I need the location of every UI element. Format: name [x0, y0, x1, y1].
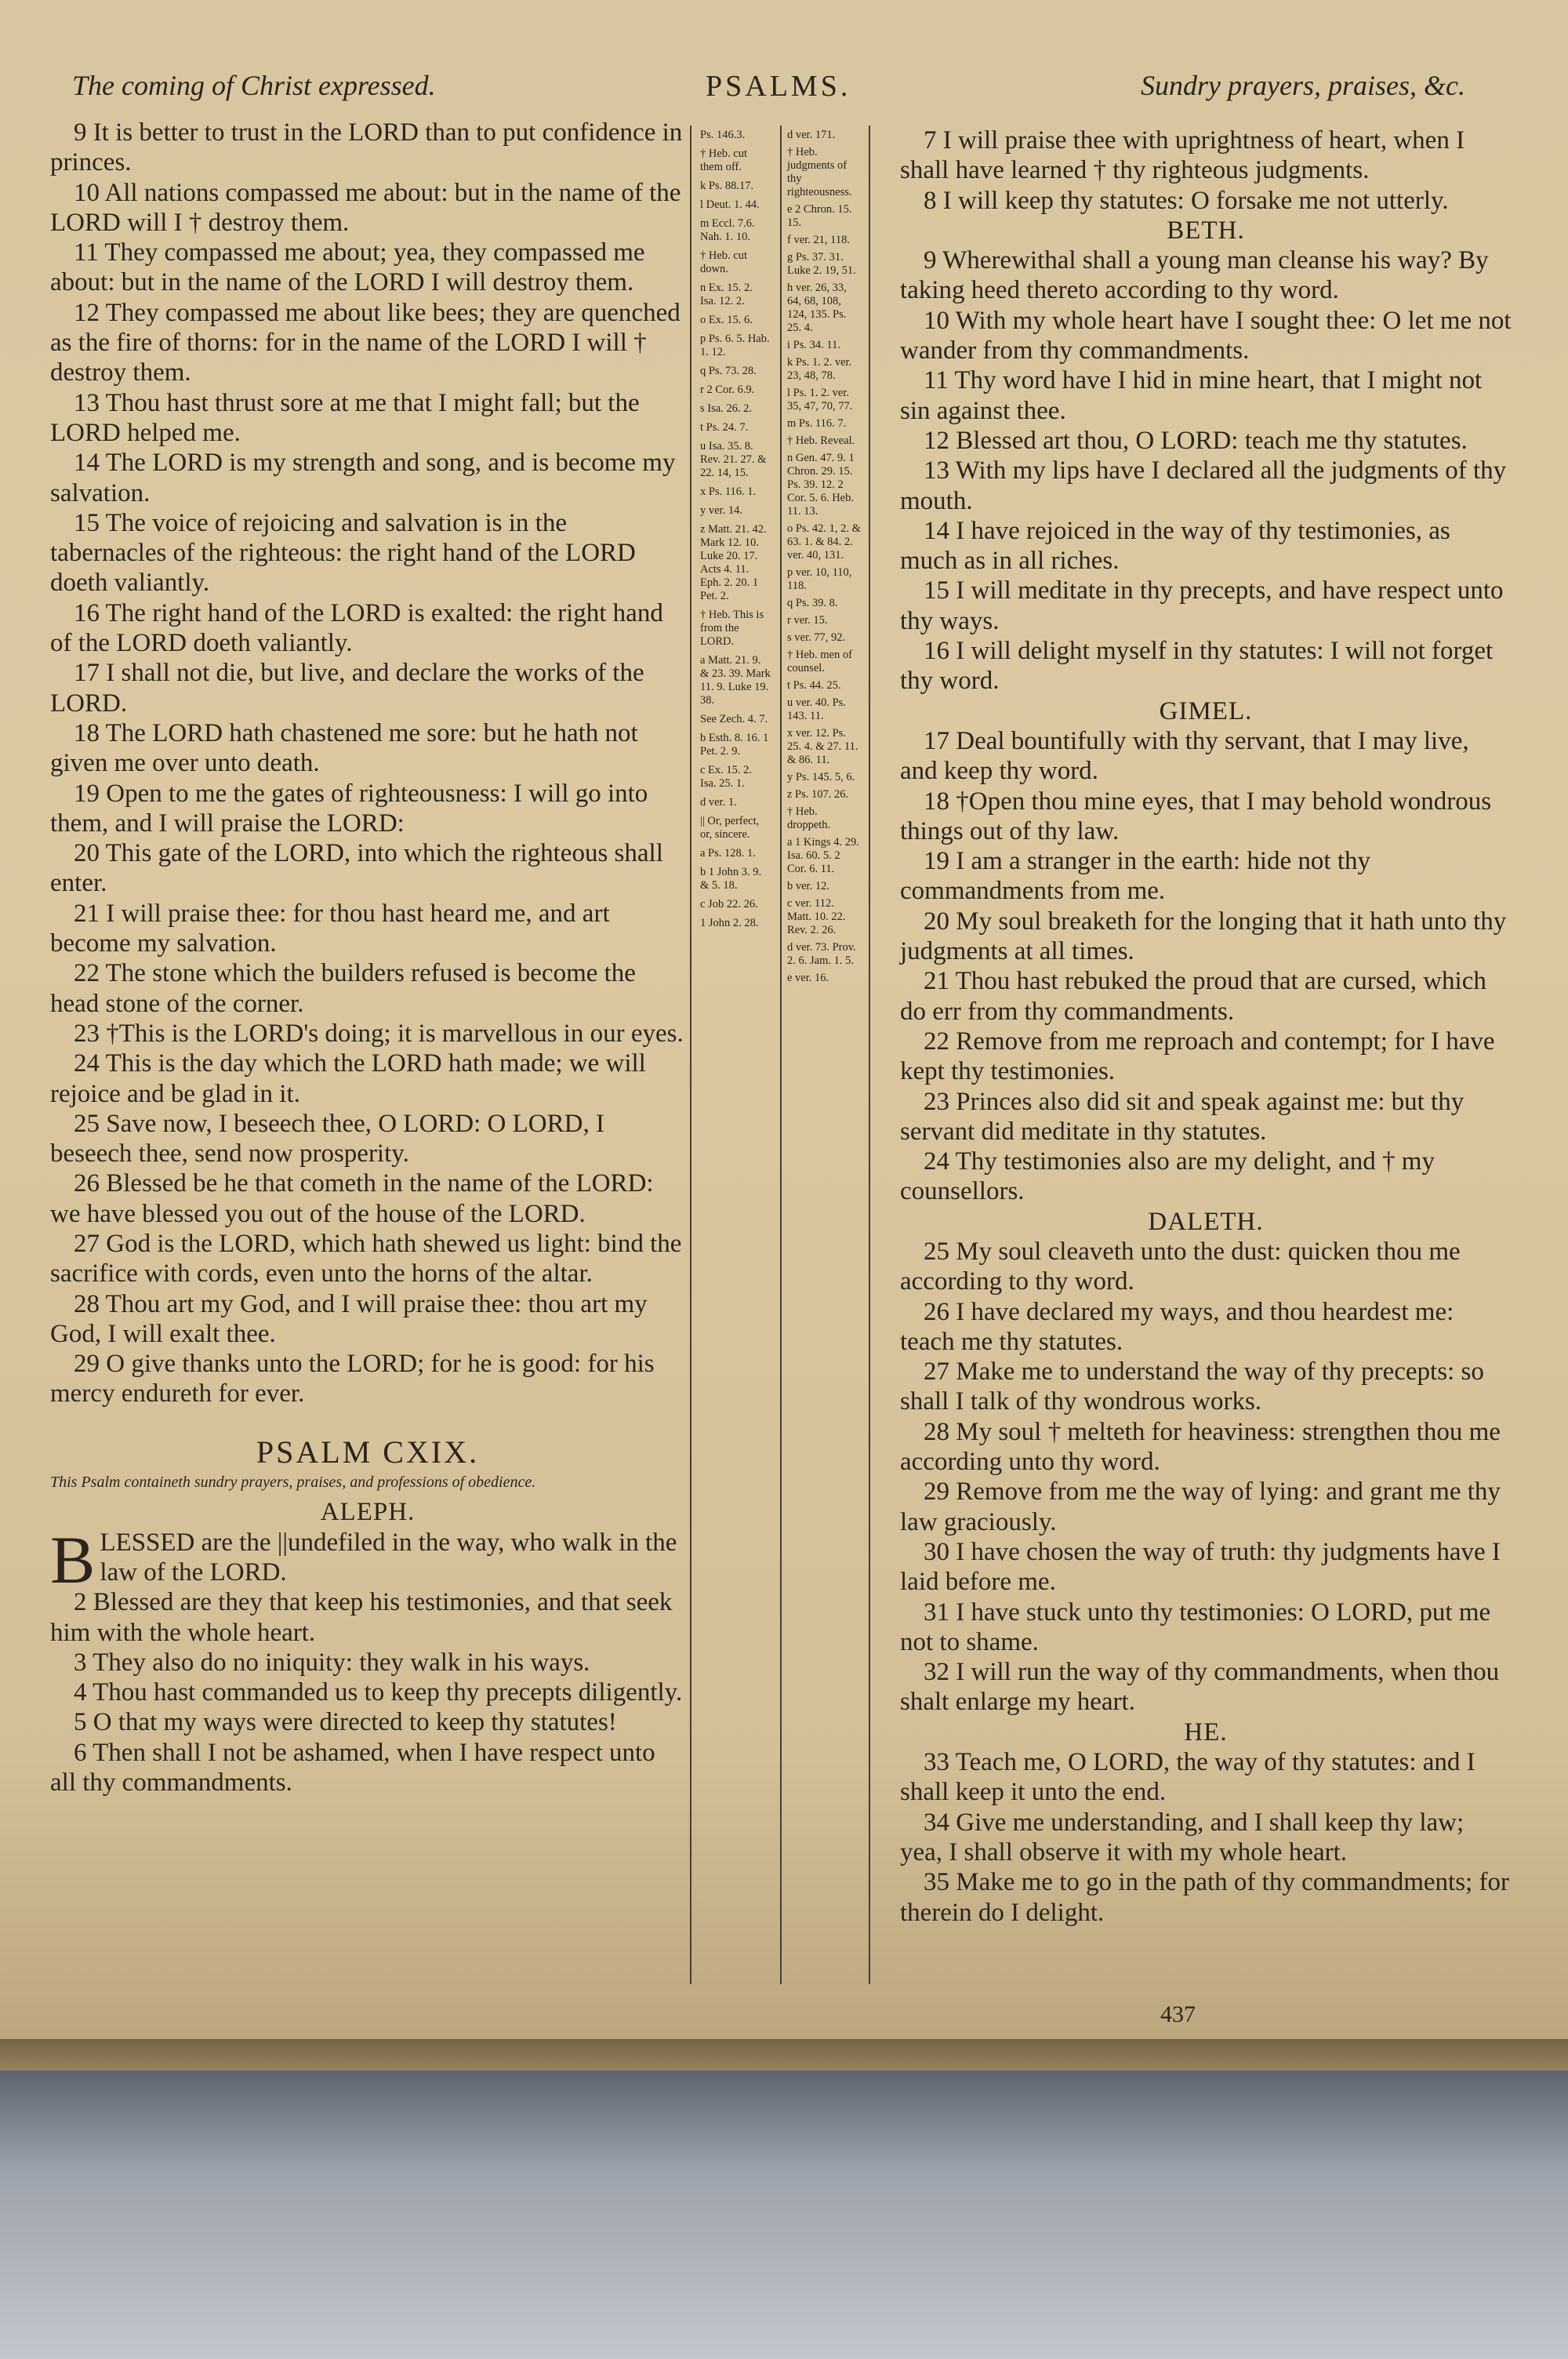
verse-paragraph: 26 Blessed be he that cometh in the name of the LORD: we have blessed you out of the house of the LORD. [50, 1169, 654, 1228]
verse-paragraph: 11 Thy word have I hid in mine heart, that I might not sin against thee. [900, 366, 1483, 425]
verse-paragraph: 2 Blessed are they that keep his testimonies, and that seek him with the whole heart. [50, 1588, 673, 1647]
margin-reference: u Isa. 35. 8. Rev. 21. 27. & 22. 14, 15. [700, 440, 767, 479]
margin-reference: t Ps. 44. 25. [787, 679, 841, 692]
margin-reference: o Ps. 42. 1, 2. & 63. 1. & 84. 2. ver. 40, 131. [787, 522, 861, 562]
aleph-verse-1-text: LESSED are the ||undefiled in the way, who walk in the law of the LORD. [100, 1528, 677, 1587]
verse-paragraph: 16 I will delight myself in thy statutes: I will not forget thy word. [900, 637, 1494, 696]
section-heading: GIMEL. [1159, 696, 1253, 725]
verse-paragraph: 17 I shall not die, but live, and declare the works of the LORD. [50, 659, 644, 718]
verse-paragraph: 32 I will run the way of thy commandments, when thou shalt enlarge my heart. [900, 1658, 1500, 1717]
aleph-verse-1 [50, 1521, 685, 1598]
margin-reference: k Ps. 1. 2. ver. 23, 48, 78. [787, 356, 852, 382]
margin-reference: a Matt. 21. 9. & 23. 39. Mark 11. 9. Luke 19. 38. [700, 654, 771, 707]
verse-paragraph: 12 Blessed art thou, O LORD: teach me thy statutes. [924, 426, 1468, 455]
verse-paragraph: 18 †Open thou mine eyes, that I may behold wondrous things out of thy law. [900, 787, 1492, 845]
verse-paragraph: 28 Thou art my God, and I will praise thee: thou art my God, I will exalt thee. [50, 1289, 648, 1348]
verse-paragraph: 27 God is the LORD, which hath shewed us light: bind the sacrifice with cords, even unto the horns of the altar. [50, 1229, 682, 1289]
verse-paragraph: 18 The LORD hath chastened me sore: but he hath not given me over unto death. [50, 718, 638, 778]
margin-reference: 1 John 2. 28. [700, 917, 759, 929]
margin-reference: d ver. 1. [700, 796, 737, 809]
section-heading: BETH. [1167, 216, 1245, 245]
verse-paragraph: 11 They compassed me about; yea, they compassed me about: but in the name of the LORD I will destroy them. [50, 238, 645, 297]
verse-paragraph: 23 Princes also did sit and speak against me: but thy servant did meditate in thy statutes. [900, 1087, 1465, 1146]
margin-reference: m Eccl. 7.6. Nah. 1. 10. [700, 217, 755, 243]
margin-reference: f ver. 21, 118. [787, 234, 851, 246]
margin-reference: a Ps. 128. 1. [700, 847, 756, 860]
margin-reference: z Ps. 107. 26. [787, 788, 849, 801]
verse-paragraph: 24 This is the day which the LORD hath made; we will rejoice and be glad in it. [50, 1049, 646, 1108]
verse-paragraph: 31 I have stuck unto thy testimonies: O LORD, put me not to shame. [900, 1598, 1491, 1656]
margin-reference: t Ps. 24. 7. [700, 421, 749, 434]
margin-reference: † Heb. droppeth. [787, 805, 831, 831]
page-number: 437 [1160, 2001, 1196, 2027]
margin-reference: See Zech. 4. 7. [700, 713, 768, 725]
verse-paragraph: 19 I am a stranger in the earth: hide not thy commandments from me. [900, 847, 1370, 906]
margin-reference: s ver. 77, 92. [787, 631, 846, 644]
margin-reference: e ver. 16. [787, 972, 829, 984]
verse-paragraph: 21 I will praise thee: for thou hast heard me, and art become my salvation. [50, 899, 610, 958]
margin-reference: o Ex. 15. 6. [700, 314, 753, 326]
verse-paragraph: 3 They also do no iniquity: they walk in his ways. [74, 1648, 590, 1677]
verse-paragraph: 10 With my whole heart have I sought thee: O let me not wander from thy commandments. [900, 306, 1512, 365]
margin-reference: h ver. 26, 33, 64, 68, 108, 124, 135. Ps. 25. 4. [787, 282, 847, 334]
margin-reference: n Gen. 47. 9. 1 Chron. 29. 15. Ps. 39. 12. 2 Cor. 5. 6. Heb. 11. 13. [787, 452, 855, 518]
margin-reference: r ver. 15. [787, 614, 828, 627]
verse-paragraph: 8 I will keep thy statutes: O forsake me not utterly. [924, 186, 1449, 215]
margin-reference: b ver. 12. [787, 880, 829, 892]
verse-paragraph: 25 My soul cleaveth unto the dust: quicken thou me according to thy word. [900, 1237, 1461, 1296]
verse-paragraph: 9 It is better to trust in the LORD than to put confidence in princes. [50, 118, 683, 177]
verse-paragraph: 19 Open to me the gates of righteousness: I will go into them, and I will praise the LORD: [50, 779, 648, 838]
margin-reference: x Ps. 116. 1. [700, 485, 757, 498]
verse-paragraph: 26 I have declared my ways, and thou heardest me: teach me thy statutes. [900, 1297, 1454, 1356]
verse-paragraph: 10 All nations compassed me about: but in the name of the LORD will I † destroy them. [50, 178, 681, 237]
psalm-title: PSALM CXIX. [256, 1434, 480, 1470]
running-head-left: The coming of Christ expressed. [72, 70, 436, 101]
verse-paragraph: 29 O give thanks unto the LORD; for he is good: for his mercy endureth for ever. [50, 1350, 655, 1408]
verse-paragraph: 25 Save now, I beseech thee, O LORD: O LORD, I beseech thee, send now prosperity. [50, 1109, 604, 1169]
margin-reference: c Job 22. 26. [700, 898, 758, 911]
aleph-verses [50, 1587, 685, 1797]
margin-reference: y Ps. 145. 5, 6. [787, 771, 855, 783]
verse-paragraph: 20 My soul breaketh for the longing that it hath unto thy judgments at all times. [900, 907, 1507, 966]
section-heading: HE. [1184, 1717, 1228, 1747]
margin-reference: r 2 Cor. 6.9. [700, 383, 755, 396]
margin-reference: k Ps. 88.17. [700, 180, 754, 192]
verse-paragraph: 4 Thou hast commanded us to keep thy precepts diligently. [74, 1678, 683, 1707]
section-heading-aleph: ALEPH. [320, 1498, 416, 1527]
margin-reference: y ver. 14. [700, 504, 742, 517]
verse-paragraph: 24 Thy testimonies also are my delight, and † my counsellors. [900, 1147, 1435, 1206]
verse-paragraph: 34 Give me understanding, and I shall keep thy law; yea, I shall observe it with my whole heart. [900, 1808, 1465, 1866]
verse-paragraph: 27 Make me to understand the way of thy precepts: so shall I talk of thy wondrous works. [900, 1358, 1484, 1416]
verse-paragraph: 17 Deal bountifully with thy servant, that I may live, and keep thy word. [900, 726, 1469, 786]
margin-reference: z Matt. 21. 42. Mark 12. 10. Luke 20. 17. Acts 4. 11. Eph. 2. 20. 1 Pet. 2. [700, 523, 767, 602]
verse-paragraph: 9 Wherewithal shall a young man cleanse his way? By taking heed thereto according to thy word. [900, 246, 1489, 305]
margin-reference: Ps. 146.3. [700, 129, 746, 141]
verse-paragraph: 30 I have chosen the way of truth: thy judgments have I laid before me. [900, 1537, 1501, 1597]
verse-paragraph: 20 This gate of the LORD, into which the righteous shall enter. [50, 839, 663, 898]
column-rule-right [869, 125, 870, 1984]
verse-paragraph: 21 Thou hast rebuked the proud that are cursed, which do err from thy commandments. [900, 967, 1486, 1026]
verse-paragraph: 13 With my lips have I declared all the judgments of thy mouth. [900, 456, 1507, 515]
verse-paragraph: 6 Then shall I not be ashamed, when I have respect unto all thy commandments. [50, 1738, 655, 1797]
verse-paragraph: 22 The stone which the builders refused is become the head stone of the corner. [50, 959, 636, 1018]
margin-reference: x ver. 12. Ps. 25. 4. & 27. 11. & 86. 11. [787, 727, 858, 766]
left-verses [50, 118, 685, 1409]
verse-paragraph: 14 I have rejoiced in the way of thy testimonies, as much as in all riches. [900, 516, 1450, 576]
margin-reference: q Ps. 39. 8. [787, 597, 838, 609]
verse-paragraph: 15 The voice of rejoicing and salvation is in the tabernacles of the righteous: the right hand of the LORD doeth valiantly. [50, 508, 636, 598]
verse-paragraph: 35 Make me to go in the path of thy commandments; for therein do I delight. [900, 1868, 1509, 1927]
verse-paragraph: 5 O that my ways were directed to keep thy statutes! [74, 1708, 617, 1737]
running-head-title: PSALMS. [706, 70, 851, 103]
margin-reference: c ver. 112. Matt. 10. 22. Rev. 2. 26. [787, 897, 846, 936]
margin-reference: p Ps. 6. 5. Hab. 1. 12. [700, 333, 770, 358]
margin-reference: † Heb. men of counsel. [787, 649, 852, 674]
verse-paragraph: 22 Remove from me reproach and contempt; for I have kept thy testimonies. [900, 1027, 1495, 1086]
psalm-summary: This Psalm containeth sundry prayers, praises, and professions of obedience. [50, 1474, 536, 1492]
right-text-column [900, 125, 1512, 1928]
margin-reference: b Esth. 8. 16. 1 Pet. 2. 9. [700, 732, 769, 758]
verse-paragraph: 15 I will meditate in thy precepts, and have respect unto thy ways. [900, 576, 1504, 635]
margin-reference: d ver. 73. Prov. 2. 6. Jam. 1. 5. [787, 941, 856, 967]
background-surface [0, 2070, 1568, 2359]
verse-paragraph: 13 Thou hast thrust sore at me that I might fall; but the LORD helped me. [50, 388, 640, 447]
margin-reference: q Ps. 73. 28. [700, 365, 757, 377]
margin-reference: † Heb. cut them off. [700, 147, 747, 173]
running-head-right: Sundry prayers, praises, &c. [1141, 70, 1465, 101]
margin-reference: u ver. 40. Ps. 143. 11. [787, 696, 846, 722]
verse-paragraph: 23 †This is the LORD's doing; it is marvellous in our eyes. [74, 1019, 684, 1048]
margin-reference: g Ps. 37. 31. Luke 2. 19, 51. [787, 251, 856, 277]
verse-paragraph: 28 My soul † melteth for heaviness: strengthen thou me according unto thy word. [900, 1417, 1501, 1477]
margin-reference: d ver. 171. [787, 129, 836, 141]
verse-paragraph: 14 The LORD is my strength and song, and is become my salvation. [50, 449, 676, 507]
column-rule-left [690, 125, 691, 1984]
margin-reference: s Isa. 26. 2. [700, 402, 753, 415]
margin-reference: l Ps. 1. 2. ver. 35, 47, 70, 77. [787, 387, 853, 413]
verse-paragraph: 16 The right hand of the LORD is exalted: the right hand of the LORD doeth valiantly. [50, 598, 663, 658]
verse-paragraph: 29 Remove from me the way of lying: and grant me thy law graciously. [900, 1478, 1501, 1536]
margin-reference: a 1 Kings 4. 29. Isa. 60. 5. 2 Cor. 6. 11. [787, 836, 859, 875]
verse-paragraph: 7 I will praise thee with uprightness of heart, when I shall have learned † thy righteous judgments. [900, 126, 1465, 185]
margin-reference: m Ps. 116. 7. [787, 417, 847, 430]
margin-references-a [700, 129, 771, 936]
margin-reference: || Or, perfect, or, sincere. [700, 815, 760, 841]
margin-reference: † Heb. cut down. [700, 249, 747, 275]
margin-references-b [787, 129, 861, 989]
margin-reference: † Heb. This is from the LORD. [700, 609, 764, 648]
drop-cap: B [50, 1521, 96, 1598]
left-text-column [50, 118, 685, 1797]
margin-reference: b 1 John 3. 9. & 5. 18. [700, 866, 762, 892]
verse-paragraph: 33 Teach me, O LORD, the way of thy statutes: and I shall keep it unto the end. [900, 1748, 1475, 1807]
margin-reference: p ver. 10, 110, 118. [787, 566, 852, 592]
section-heading: DALETH. [1148, 1207, 1264, 1236]
margin-reference: i Ps. 34. 11. [787, 339, 840, 351]
margin-reference: e 2 Chron. 15. 15. [787, 203, 852, 229]
margin-reference: c Ex. 15. 2. Isa. 25. 1. [700, 764, 753, 790]
margin-reference: † Heb. judgments of thy righteousness. [787, 146, 852, 198]
margin-reference: l Deut. 1. 44. [700, 198, 760, 211]
margin-reference: † Heb. Reveal. [787, 434, 855, 447]
verse-paragraph: 12 They compassed me about like bees; they are quenched as the fire of thorns: for in the name of the LORD I will † destroy them. [50, 298, 681, 387]
margin-reference: n Ex. 15. 2. Isa. 12. 2. [700, 282, 753, 307]
column-rule-middle [780, 125, 782, 1984]
